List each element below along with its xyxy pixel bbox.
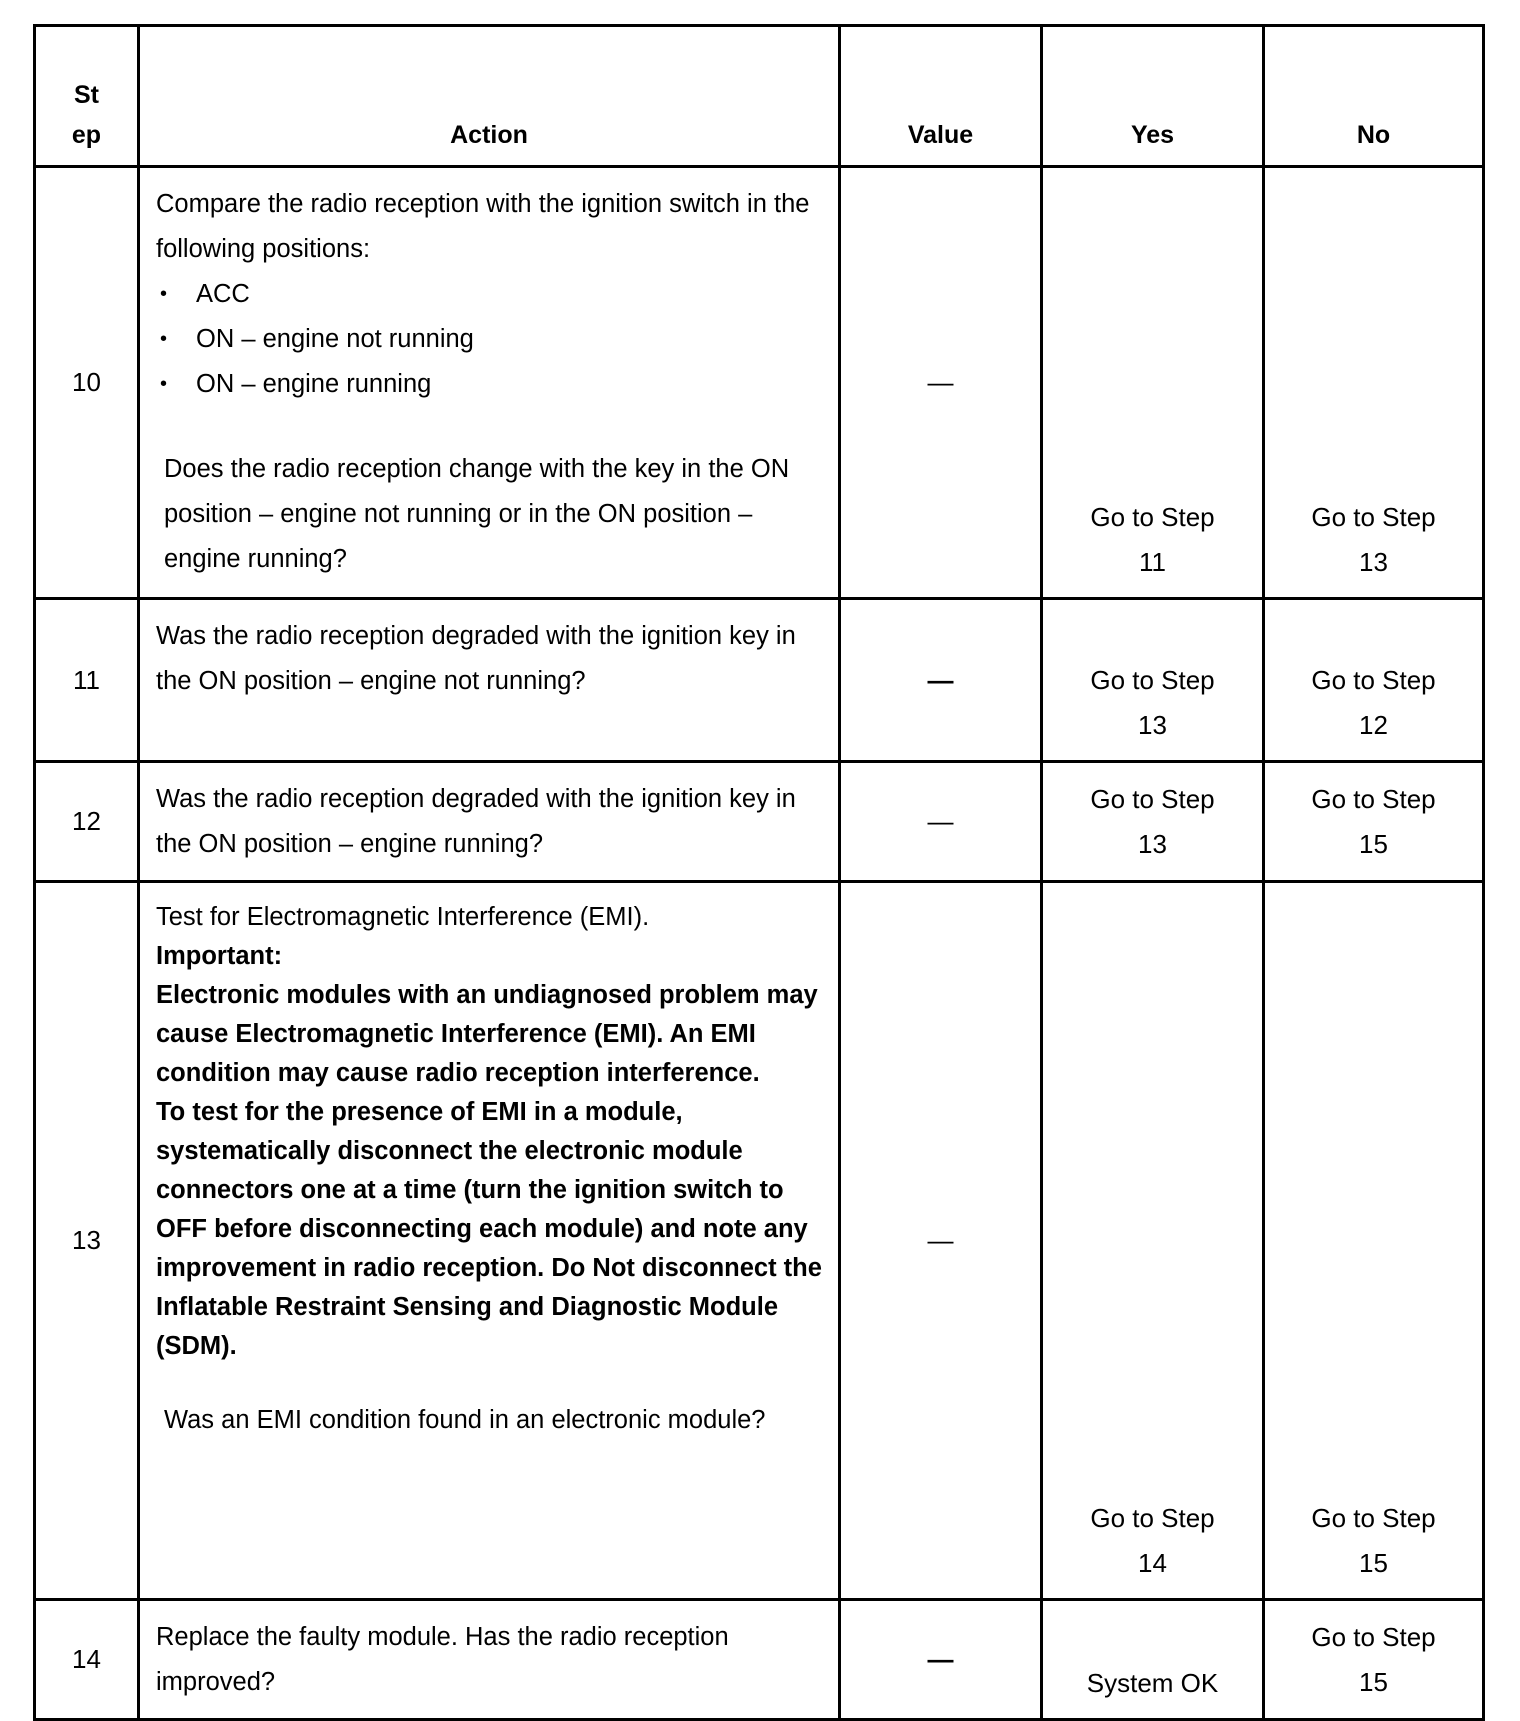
action-question: Was an EMI condition found in an electronic module?: [164, 1406, 766, 1434]
no-label: Go to Step: [1311, 1503, 1436, 1533]
action-question: Does the radio reception change with the key in the ON position – engine not running or in the ON position – engine running?: [164, 455, 790, 573]
step-number: 12: [35, 762, 139, 882]
yes-cell: [1042, 882, 1264, 1600]
no-label: Go to Step: [1311, 1622, 1436, 1652]
header-yes: Yes: [1042, 26, 1264, 167]
table-row-step-12: [35, 762, 1484, 882]
no-step: 15: [1359, 829, 1388, 859]
header-no: No: [1264, 26, 1484, 167]
value-cell: —: [840, 882, 1042, 1600]
yes-step: 13: [1138, 710, 1167, 740]
important-text: Electronic modules with an undiagnosed problem may cause Electromagnetic Interference (EMI). An EMI condition may cause radio reception interference.: [156, 981, 818, 1087]
yes-cell: [1042, 599, 1264, 762]
yes-step: 14: [1138, 1548, 1167, 1578]
no-cell: [1264, 599, 1484, 762]
value-cell: —: [840, 1600, 1042, 1720]
step-number: 11: [35, 599, 139, 762]
important-label: Important:: [156, 942, 283, 970]
no-step: 15: [1359, 1548, 1388, 1578]
list-item: • ON – engine not running: [156, 317, 824, 362]
action-cell: [139, 599, 840, 762]
no-cell: [1264, 882, 1484, 1600]
step-number: 14: [35, 1600, 139, 1720]
action-cell: [139, 882, 840, 1600]
action-question: Was the radio reception degraded with the ignition key in the ON position – engine running?: [156, 785, 796, 858]
table-row-step-10: [35, 167, 1484, 599]
no-cell: [1264, 1600, 1484, 1720]
value-cell: —: [840, 167, 1042, 599]
yes-label: Go to Step: [1090, 784, 1215, 814]
header-value: Value: [840, 26, 1042, 167]
no-label: Go to Step: [1311, 784, 1436, 814]
action-cell: [139, 762, 840, 882]
no-cell: [1264, 762, 1484, 882]
diagnostic-table: [33, 24, 1485, 1721]
yes-label: Go to Step: [1090, 1503, 1215, 1533]
header-action: Action: [139, 26, 840, 167]
yes-cell: [1042, 167, 1264, 599]
header-row: [35, 26, 1484, 167]
action-intro: Test for Electromagnetic Interference (EMI).: [156, 903, 650, 931]
table-row-step-11: [35, 599, 1484, 762]
action-question: Replace the faulty module. Has the radio reception improved?: [156, 1623, 729, 1696]
no-step: 15: [1359, 1667, 1388, 1697]
yes-step: 11: [1139, 547, 1166, 577]
list-item: • ON – engine running: [156, 362, 824, 407]
no-cell: [1264, 167, 1484, 599]
action-cell: [139, 1600, 840, 1720]
no-label: Go to Step: [1311, 502, 1436, 532]
bullet-list: [156, 272, 824, 407]
action-intro: Compare the radio reception with the ignition switch in the following positions:: [156, 190, 810, 263]
header-step: [35, 26, 139, 167]
yes-label: Go to Step: [1090, 502, 1215, 532]
action-question: Was the radio reception degraded with the ignition key in the ON position – engine not running?: [156, 622, 796, 695]
yes-label: Go to Step: [1090, 665, 1215, 695]
value-cell: —: [840, 599, 1042, 762]
header-step-line2: ep: [71, 121, 102, 149]
no-step: 13: [1359, 547, 1388, 577]
step-number: 10: [35, 167, 139, 599]
header-step-line1: St: [74, 81, 99, 109]
yes-cell: [1042, 762, 1264, 882]
important-text-2: To test for the presence of EMI in a module, systematically disconnect the electronic module connectors one at a time (turn the ignition switch to OFF before disconnecting each module) and note any improvement in radio reception. Do Not disconnect the Inflatable Restraint Sensing and Diagnostic Module (SDM).: [156, 1098, 822, 1360]
value-cell: —: [840, 762, 1042, 882]
table-row-step-13: [35, 882, 1484, 1600]
no-step: 12: [1359, 710, 1388, 740]
list-item: • ACC: [156, 272, 824, 317]
no-label: Go to Step: [1311, 665, 1436, 695]
action-cell: [139, 167, 840, 599]
yes-step: 13: [1138, 829, 1167, 859]
yes-cell: [1042, 1600, 1264, 1720]
step-number: 13: [35, 882, 139, 1600]
table-row-step-14: [35, 1600, 1484, 1720]
yes-label: System OK: [1086, 1668, 1219, 1698]
